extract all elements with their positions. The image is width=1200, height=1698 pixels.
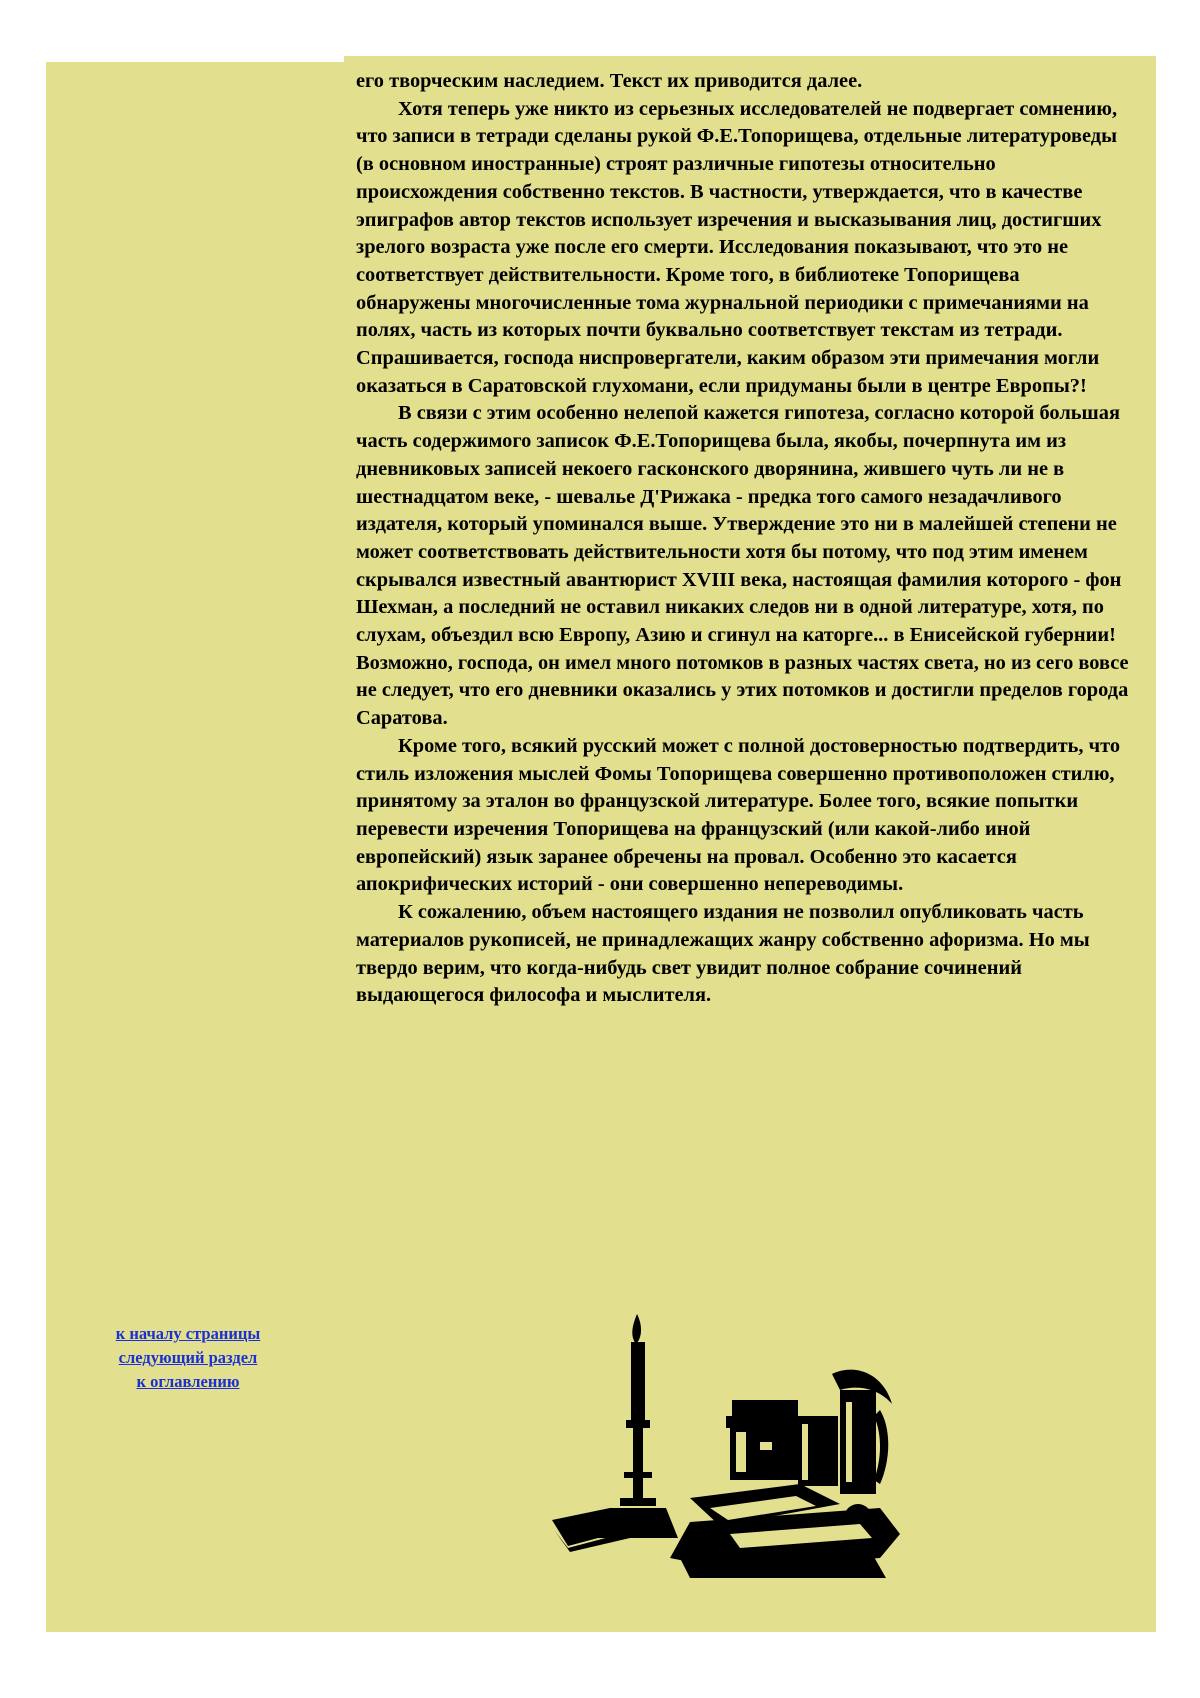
article-paragraph: К сожалению, объем настоящего издания не позволил опубликовать часть материалов рукописей, не принадлежащих жанру собственно афоризма. Но мы твердо верим, что когда-нибудь свет увидит полное собрание сочинений выдающегося философа и мыслителя. — [356, 901, 1090, 1007]
page-navigation — [96, 1322, 280, 1394]
contents-link[interactable]: к оглавлению — [136, 1372, 240, 1391]
candle-books-still-life-icon — [540, 1312, 920, 1580]
article-paragraph: В связи с этим особенно нелепой кажется гипотеза, согласно которой большая часть содержимого записок Ф.Е.Топорищева была, якобы, почерпнута им из дневниковых записей некоего гасконского дворянина, жившего чуть ли не в шестнадцатом веке, - шевалье Д'Рижака - предка того самого незадачливого издателя, который упоминался выше. Утверждение это ни в малейшей степени не может соответствовать действительности хотя бы потому, что под этим именем скрывался известный авантюрист XVIII века, настоящая фамилия которого - фон Шехман, а последний не оставил никаких следов ни в одной литературе, хотя, по слухам, объездил всю Европу, Азию и сгинул на каторге... в Енисейской губернии! Возможно, господа, он имел много потомков в разных частях света, но из сего вовсе не следует, что его дневники оказались у этих потомков и достигли пределов города Саратова. — [356, 402, 1129, 730]
next-section-link[interactable]: следующий раздел — [118, 1348, 258, 1367]
article-paragraph: Кроме того, всякий русский может с полной достоверностью подтвердить, что стиль изложения мыслей Фомы Топорищева совершенно противоположен стилю, принятому за эталон во французской литературе. Более того, всякие попытки перевести изречения Топорищева на французский (или какой-либо иной европейский) язык заранее обречены на провал. Особенно это касается апокрифических историй - они совершенно непереводимы. — [356, 734, 1121, 896]
article-paragraph: его творческим наследием. Текст их приводится далее. — [356, 70, 863, 92]
article-body — [356, 68, 1136, 1010]
page-top-gap — [46, 56, 344, 62]
to-top-link[interactable]: к началу страницы — [115, 1324, 261, 1343]
article-paragraph: Хотя теперь уже никто из серьезных исследователей не подвергает сомнению, что записи в тетради сделаны рукой Ф.Е.Топорищева, отдельные литературоведы (в основном иностранные) строят различные гипотезы относительно происхождения собственно текстов. В частности, утверждается, что в качестве эпиграфов автор текстов использует изречения и высказывания лиц, достигших зрелого возраста уже после его смерти. Исследования показывают, что это не соответствует действительности. Кроме того, в библиотеке Топорищева обнаружены многочисленные тома журнальной периодики с примечаниями на полях, часть из которых почти буквально соответствует текстам из тетради. Спрашивается, господа ниспровергатели, каким образом эти примечания могли оказаться в Саратовской глухомани, если придуманы были в центре Европы?! — [356, 97, 1118, 397]
